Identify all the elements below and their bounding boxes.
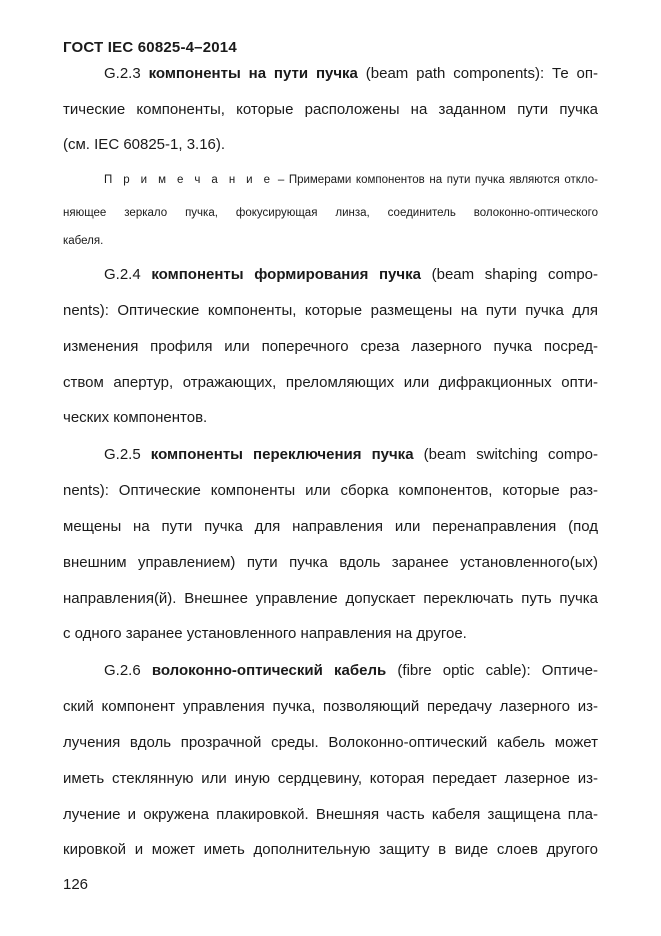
note-text: – Примерами компонентов на пути пучка являются откло- <box>277 174 598 186</box>
paragraph-line: иметь стеклянную или иную сердцевину, которая передает лазерное из- <box>63 770 598 787</box>
paragraph-line: nents): Оптические компоненты, которые размещены на пути пучка для <box>63 302 598 319</box>
section-g24-first-line <box>104 266 598 284</box>
english-term: (beam shaping compo- <box>431 266 599 283</box>
note-line: няющее зеркало пучка, фокусирующая линза, соединитель волоконно-оптического <box>63 207 598 219</box>
section-g26-first-line <box>104 662 598 680</box>
text-fragment: Те оп- <box>552 65 598 82</box>
section-g23-first-line <box>104 65 598 83</box>
section-number: G.2.6 <box>104 662 141 679</box>
page-number: 126 <box>63 876 89 893</box>
term: компоненты формирования пучка <box>151 266 421 283</box>
paragraph-line: ский компонент управления пучка, позволяющий передачу лазерного из- <box>63 698 598 715</box>
section-number: G.2.5 <box>104 446 141 463</box>
english-term: (beam path components): <box>365 65 545 82</box>
paragraph-line: ческих компонентов. <box>63 409 208 426</box>
paragraph-line: тические компоненты, которые расположены на заданном пути пучка <box>63 101 598 118</box>
paragraph-line: мещены на пути пучка для направления или перенаправления (под <box>63 518 598 535</box>
note-line: кабеля. <box>63 235 104 247</box>
paragraph-line: направления(й). Внешнее управление допускает переключать путь пучка <box>63 590 598 607</box>
paragraph-line: (см. IEC 60825-1, 3.16). <box>63 136 226 153</box>
english-term: (fibre optic cable): Оптиче- <box>397 662 598 679</box>
term: компоненты переключения пучка <box>150 446 414 463</box>
paragraph-line: с одного заранее установленного направления на другое. <box>63 625 467 642</box>
paragraph-line: кировкой и может иметь дополнительную защиту в виде слоев другого <box>63 841 598 858</box>
section-number: G.2.4 <box>104 266 141 283</box>
paragraph-line: ством апертур, отражающих, преломляющих или дифракционных опти- <box>63 374 598 391</box>
paragraph-line: nents): Оптические компоненты или сборка компонентов, которые раз- <box>63 482 598 499</box>
english-term: (beam switching compo- <box>423 446 598 463</box>
term: волоконно-оптический кабель <box>151 662 387 679</box>
paragraph-line: лучение и окружена плакировкой. Внешняя часть кабеля защищена пла- <box>63 806 598 823</box>
section-g25-first-line <box>104 446 598 464</box>
paragraph-line: внешним управлением) пути пучка вдоль заранее установленного(ых) <box>63 554 598 571</box>
paragraph-line: изменения профиля или поперечного среза лазерного пучка посред- <box>63 338 598 355</box>
section-number: G.2.3 <box>104 65 141 82</box>
document-header: ГОСТ IEC 60825-4–2014 <box>63 39 237 56</box>
term: компоненты на пути пучка <box>148 65 358 82</box>
note-first-line <box>104 173 598 187</box>
note-label: П р и м е ч а н и е <box>104 174 274 186</box>
paragraph-line: лучения вдоль прозрачной среды. Волоконно-оптический кабель может <box>63 734 598 751</box>
